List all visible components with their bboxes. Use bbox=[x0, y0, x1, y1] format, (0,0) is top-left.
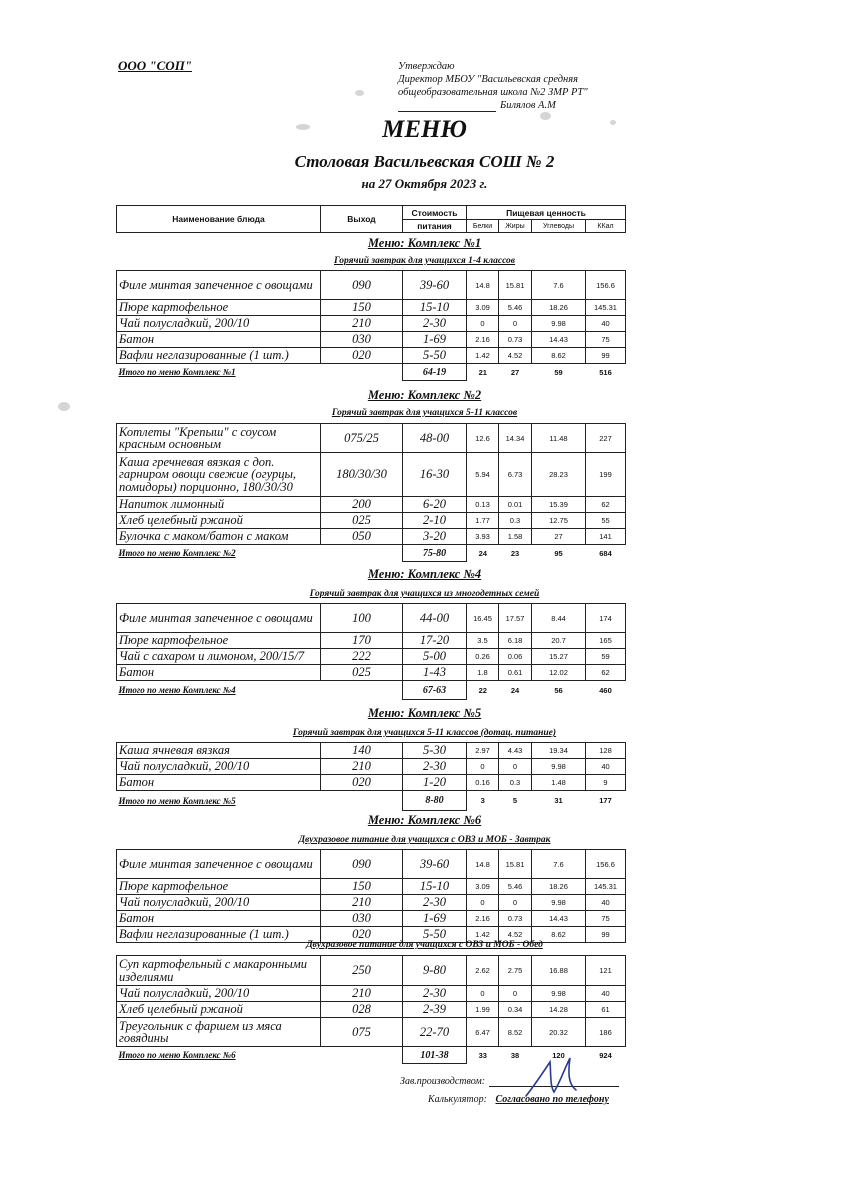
dish-fat: 15.81 bbox=[499, 271, 532, 300]
dish-carbs: 14.43 bbox=[532, 332, 586, 348]
total-protein: 3 bbox=[480, 796, 485, 806]
dish-carbs: 8.62 bbox=[532, 348, 586, 364]
dish-price: 5-00 bbox=[403, 649, 467, 665]
dish-fat: 0.3 bbox=[499, 513, 532, 529]
dish-fat: 5.46 bbox=[499, 879, 532, 895]
scan-smudge bbox=[610, 120, 616, 125]
header-protein: Белки bbox=[467, 220, 499, 233]
scan-smudge bbox=[540, 112, 551, 120]
total-carbs: 56 bbox=[554, 685, 563, 695]
dish-protein: 12.6 bbox=[467, 424, 499, 453]
dish-output: 025 bbox=[321, 513, 403, 529]
dish-carbs: 11.48 bbox=[532, 424, 586, 453]
dish-output: 020 bbox=[321, 927, 403, 943]
dish-name: Чай с сахаром и лимоном, 200/15/7 bbox=[117, 649, 321, 665]
dish-fat: 0.73 bbox=[499, 911, 532, 927]
complex-table bbox=[116, 742, 626, 811]
table-row bbox=[117, 649, 626, 665]
dish-fat: 8.52 bbox=[499, 1018, 532, 1047]
total-fat: 27 bbox=[510, 367, 520, 377]
dish-price: 44-00 bbox=[403, 604, 467, 633]
dish-kcal: 75 bbox=[586, 911, 626, 927]
total-kcal: 177 bbox=[599, 796, 612, 806]
dish-price: 22-70 bbox=[403, 1018, 467, 1047]
table-row bbox=[117, 911, 626, 927]
complex-subtitle: Горячий завтрак для учащихся из многодетных семей bbox=[309, 589, 540, 599]
dish-carbs: 8.62 bbox=[532, 927, 586, 943]
dish-fat: 0 bbox=[499, 986, 532, 1002]
total-kcal: 460 bbox=[599, 685, 612, 695]
dish-output: 222 bbox=[321, 649, 403, 665]
dish-name: Батон bbox=[117, 911, 321, 927]
dish-name: Чай полусладкий, 200/10 bbox=[117, 316, 321, 332]
dish-protein: 3.93 bbox=[467, 529, 499, 545]
dish-output: 140 bbox=[321, 743, 403, 759]
dish-name: Вафли неглазированные (1 шт.) bbox=[117, 348, 321, 364]
complex-table bbox=[116, 603, 626, 700]
dish-name: Треугольник с фаршем из мяса говядины bbox=[117, 1018, 321, 1047]
table-row bbox=[117, 604, 626, 633]
dish-fat: 14.34 bbox=[499, 424, 532, 453]
dish-name: Филе минтая запеченное с овощами bbox=[117, 604, 321, 633]
dish-output: 090 bbox=[321, 271, 403, 300]
dish-name: Батон bbox=[117, 775, 321, 791]
total-fat: 5 bbox=[512, 796, 518, 806]
table-row bbox=[117, 850, 626, 879]
dish-price: 15-10 bbox=[403, 879, 467, 895]
dish-price: 1-69 bbox=[403, 332, 467, 348]
total-protein: 24 bbox=[478, 548, 487, 558]
dish-fat: 0.3 bbox=[499, 775, 532, 791]
total-row bbox=[117, 791, 626, 811]
dish-price: 17-20 bbox=[403, 633, 467, 649]
dish-price: 39-60 bbox=[403, 850, 467, 879]
table-row bbox=[117, 665, 626, 681]
dish-output: 028 bbox=[321, 1002, 403, 1018]
dish-kcal: 62 bbox=[586, 665, 626, 681]
total-label: Итого по меню Комплекс №2 bbox=[118, 548, 236, 558]
dish-name: Каша ячневая вязкая bbox=[117, 743, 321, 759]
complex-subtitle: Горячий завтрак для учащихся 5-11 классов bbox=[331, 408, 518, 418]
dish-protein: 5.94 bbox=[467, 453, 499, 497]
table-row bbox=[117, 1002, 626, 1018]
dish-price: 2-30 bbox=[403, 759, 467, 775]
dish-output: 150 bbox=[321, 300, 403, 316]
total-label: Итого по меню Комплекс №5 bbox=[118, 795, 236, 806]
total-protein: 21 bbox=[478, 367, 487, 377]
dish-price: 3-20 bbox=[403, 529, 467, 545]
dish-price: 15-10 bbox=[403, 300, 467, 316]
dish-kcal: 99 bbox=[586, 348, 626, 364]
complex-table bbox=[116, 270, 626, 381]
dish-carbs: 1.48 bbox=[532, 775, 586, 791]
complex-table-lunch bbox=[116, 955, 626, 1064]
dish-output: 210 bbox=[321, 895, 403, 911]
dish-kcal: 165 bbox=[586, 633, 626, 649]
dish-name: Чай полусладкий, 200/10 bbox=[117, 895, 321, 911]
dish-carbs: 9.98 bbox=[532, 759, 586, 775]
dish-protein: 1.42 bbox=[467, 348, 499, 364]
dish-fat: 0.34 bbox=[499, 1002, 532, 1018]
total-label: Итого по меню Комплекс №1 bbox=[118, 367, 236, 377]
dish-price: 5-30 bbox=[403, 743, 467, 759]
dish-kcal: 99 bbox=[586, 927, 626, 943]
table-row bbox=[117, 986, 626, 1002]
dish-carbs: 9.98 bbox=[532, 986, 586, 1002]
header-kcal: ККал bbox=[586, 220, 626, 233]
table-row bbox=[117, 424, 626, 453]
dish-price: 2-30 bbox=[403, 316, 467, 332]
total-row bbox=[117, 545, 626, 562]
dish-price: 48-00 bbox=[403, 424, 467, 453]
dish-kcal: 156.6 bbox=[586, 850, 626, 879]
header-cost-2: питания bbox=[403, 220, 467, 233]
dish-kcal: 40 bbox=[586, 316, 626, 332]
dish-output: 090 bbox=[321, 850, 403, 879]
dish-carbs: 14.28 bbox=[532, 1002, 586, 1018]
dish-carbs: 27 bbox=[532, 529, 586, 545]
dish-name: Вафли неглазированные (1 шт.) bbox=[117, 927, 321, 943]
total-label: Итого по меню Комплекс №4 bbox=[118, 685, 236, 695]
table-row bbox=[117, 513, 626, 529]
dish-name: Филе минтая запеченное с овощами bbox=[117, 850, 321, 879]
dish-price: 1-20 bbox=[403, 775, 467, 791]
complex-title: Меню: Комплекс №4 bbox=[367, 567, 482, 581]
scan-smudge bbox=[355, 90, 364, 96]
dish-output: 180/30/30 bbox=[321, 453, 403, 497]
table-row bbox=[117, 1018, 626, 1047]
calculator-row bbox=[428, 1094, 609, 1105]
dish-kcal: 199 bbox=[586, 453, 626, 497]
dish-kcal: 186 bbox=[586, 1018, 626, 1047]
total-carbs: 120 bbox=[552, 1050, 565, 1060]
total-protein: 22 bbox=[478, 685, 487, 695]
dish-protein: 2.16 bbox=[467, 332, 499, 348]
dish-carbs: 18.26 bbox=[532, 300, 586, 316]
dish-name: Пюре картофельное bbox=[117, 633, 321, 649]
complex-subtitle: Горячий завтрак для учащихся 5-11 классов (дотац. питание) bbox=[292, 728, 557, 738]
dish-protein: 6.47 bbox=[467, 1018, 499, 1047]
dish-protein: 2.62 bbox=[467, 956, 499, 986]
total-price: 75-80 bbox=[403, 545, 467, 562]
dish-carbs: 20.7 bbox=[532, 633, 586, 649]
header-carbs: Углеводы bbox=[532, 220, 586, 233]
table-row bbox=[117, 271, 626, 300]
approval-line-2: Директор МБОУ "Васильевская средняя bbox=[398, 74, 579, 85]
dish-kcal: 59 bbox=[586, 649, 626, 665]
complex-title: Меню: Комплекс №6 bbox=[367, 813, 482, 827]
dish-carbs: 12.02 bbox=[532, 665, 586, 681]
dish-price: 2-10 bbox=[403, 513, 467, 529]
dish-protein: 1.77 bbox=[467, 513, 499, 529]
menu-date: на 27 Октября 2023 г. bbox=[361, 176, 488, 191]
complex-title: Меню: Комплекс №5 bbox=[367, 706, 482, 720]
dish-kcal: 40 bbox=[586, 986, 626, 1002]
dish-price: 2-39 bbox=[403, 1002, 467, 1018]
dish-output: 170 bbox=[321, 633, 403, 649]
dish-carbs: 14.43 bbox=[532, 911, 586, 927]
dish-output: 075/25 bbox=[321, 424, 403, 453]
complex-title: Меню: Комплекс №1 bbox=[367, 236, 482, 250]
approval-line-1: Утверждаю bbox=[398, 61, 455, 72]
dish-output: 250 bbox=[321, 956, 403, 986]
approval-signer: Билялов А.М bbox=[500, 100, 556, 111]
dish-protein: 2.16 bbox=[467, 911, 499, 927]
total-protein: 33 bbox=[478, 1050, 487, 1060]
dish-name: Хлеб целебный ржаной bbox=[117, 1002, 321, 1018]
dish-protein: 1.8 bbox=[467, 665, 499, 681]
dish-fat: 4.43 bbox=[499, 743, 532, 759]
complex-subtitle: Горячий завтрак для учащихся 1-4 классов bbox=[333, 256, 516, 266]
dish-output: 200 bbox=[321, 497, 403, 513]
total-kcal: 516 bbox=[599, 367, 612, 377]
dish-protein: 14.8 bbox=[467, 850, 499, 879]
dish-output: 210 bbox=[321, 986, 403, 1002]
dish-protein: 0 bbox=[467, 316, 499, 332]
complex-table-breakfast bbox=[116, 849, 626, 943]
calculator-value: Согласовано по телефону bbox=[495, 1094, 609, 1105]
dish-name: Суп картофельный с макаронными изделиями bbox=[117, 956, 321, 986]
dish-carbs: 16.88 bbox=[532, 956, 586, 986]
dish-carbs: 12.75 bbox=[532, 513, 586, 529]
table-row bbox=[117, 497, 626, 513]
manager-label: Зав.производством: bbox=[400, 1076, 486, 1087]
dish-fat: 0 bbox=[499, 316, 532, 332]
dish-output: 075 bbox=[321, 1018, 403, 1047]
total-price: 64-19 bbox=[403, 364, 467, 381]
header-fat: Жиры bbox=[499, 220, 532, 233]
calculator-label: Калькулятор: bbox=[428, 1094, 487, 1105]
dish-name: Напиток лимонный bbox=[117, 497, 321, 513]
dish-kcal: 145.31 bbox=[586, 879, 626, 895]
header-output: Выход bbox=[321, 206, 403, 233]
dish-name: Чай полусладкий, 200/10 bbox=[117, 759, 321, 775]
dish-protein: 14.8 bbox=[467, 271, 499, 300]
total-row bbox=[117, 364, 626, 381]
dish-kcal: 156.6 bbox=[586, 271, 626, 300]
total-price: 8-80 bbox=[403, 791, 467, 811]
complex-subtitle: Двухразовое питание для учащихся с ОВЗ и МОБ - Завтрак bbox=[298, 835, 551, 845]
complex-table bbox=[116, 423, 626, 562]
dish-protein: 0 bbox=[467, 895, 499, 911]
table-row bbox=[117, 529, 626, 545]
dish-kcal: 9 bbox=[586, 775, 626, 791]
signature-line bbox=[398, 100, 496, 112]
dish-price: 5-50 bbox=[403, 927, 467, 943]
table-row bbox=[117, 759, 626, 775]
dish-protein: 16.45 bbox=[467, 604, 499, 633]
dish-carbs: 15.39 bbox=[532, 497, 586, 513]
dish-price: 5-50 bbox=[403, 348, 467, 364]
dish-protein: 0 bbox=[467, 759, 499, 775]
table-row bbox=[117, 879, 626, 895]
dish-output: 020 bbox=[321, 775, 403, 791]
dish-fat: 0.01 bbox=[499, 497, 532, 513]
dish-protein: 3.5 bbox=[467, 633, 499, 649]
dish-fat: 0.61 bbox=[499, 665, 532, 681]
dish-kcal: 55 bbox=[586, 513, 626, 529]
dish-protein: 0.16 bbox=[467, 775, 499, 791]
header-cost-1: Стоимость bbox=[403, 206, 467, 220]
dish-output: 050 bbox=[321, 529, 403, 545]
dish-kcal: 141 bbox=[586, 529, 626, 545]
dish-kcal: 121 bbox=[586, 956, 626, 986]
dish-output: 025 bbox=[321, 665, 403, 681]
dish-kcal: 75 bbox=[586, 332, 626, 348]
dish-kcal: 61 bbox=[586, 1002, 626, 1018]
dish-protein: 1.99 bbox=[467, 1002, 499, 1018]
header-dish: Наименование блюда bbox=[117, 206, 321, 233]
dish-name: Каша гречневая вязкая с доп. гарниром овощи свежие (огурцы, помидоры) порционно, 180/30/30 bbox=[117, 453, 321, 497]
dish-fat: 5.46 bbox=[499, 300, 532, 316]
dish-kcal: 227 bbox=[586, 424, 626, 453]
approval-line-3: общеобразовательная школа №2 ЗМР РТ" bbox=[398, 87, 588, 98]
dish-fat: 0 bbox=[499, 895, 532, 911]
dish-price: 16-30 bbox=[403, 453, 467, 497]
dish-name: Пюре картофельное bbox=[117, 300, 321, 316]
dish-price: 1-69 bbox=[403, 911, 467, 927]
total-label: Итого по меню Комплекс №6 bbox=[118, 1050, 236, 1060]
table-row bbox=[117, 300, 626, 316]
dish-name: Батон bbox=[117, 332, 321, 348]
approval-signature-row bbox=[398, 99, 588, 112]
dish-kcal: 62 bbox=[586, 497, 626, 513]
dish-output: 100 bbox=[321, 604, 403, 633]
dish-name: Булочка с маком/батон с маком bbox=[117, 529, 321, 545]
table-row bbox=[117, 775, 626, 791]
dish-fat: 0.06 bbox=[499, 649, 532, 665]
dish-name: Хлеб целебный ржаной bbox=[117, 513, 321, 529]
dish-price: 6-20 bbox=[403, 497, 467, 513]
dish-price: 9-80 bbox=[403, 956, 467, 986]
dish-fat: 2.75 bbox=[499, 956, 532, 986]
dish-carbs: 7.6 bbox=[532, 271, 586, 300]
dish-output: 210 bbox=[321, 316, 403, 332]
dish-fat: 1.58 bbox=[499, 529, 532, 545]
total-row bbox=[117, 681, 626, 700]
total-carbs: 59 bbox=[554, 367, 563, 377]
dish-name: Пюре картофельное bbox=[117, 879, 321, 895]
table-row bbox=[117, 453, 626, 497]
total-fat: 23 bbox=[510, 548, 520, 558]
dish-output: 150 bbox=[321, 879, 403, 895]
dish-fat: 17.57 bbox=[499, 604, 532, 633]
dish-fat: 4.52 bbox=[499, 927, 532, 943]
table-row bbox=[117, 316, 626, 332]
dish-protein: 0.13 bbox=[467, 497, 499, 513]
organization-name: ООО "СОП" bbox=[118, 58, 193, 73]
dish-kcal: 40 bbox=[586, 895, 626, 911]
dish-protein: 0.26 bbox=[467, 649, 499, 665]
table-row bbox=[117, 633, 626, 649]
dish-price: 2-30 bbox=[403, 986, 467, 1002]
dish-protein: 1.42 bbox=[467, 927, 499, 943]
table-row bbox=[117, 332, 626, 348]
dish-fat: 6.18 bbox=[499, 633, 532, 649]
dish-carbs: 9.98 bbox=[532, 316, 586, 332]
dish-fat: 0.73 bbox=[499, 332, 532, 348]
scan-smudge bbox=[58, 402, 70, 411]
total-carbs: 95 bbox=[554, 548, 563, 558]
complex-title: Меню: Комплекс №2 bbox=[367, 388, 482, 402]
dish-carbs: 20.32 bbox=[532, 1018, 586, 1047]
scan-smudge bbox=[296, 124, 310, 130]
dish-name: Филе минтая запеченное с овощами bbox=[117, 271, 321, 300]
dish-output: 030 bbox=[321, 911, 403, 927]
dish-protein: 0 bbox=[467, 986, 499, 1002]
page-subtitle: Столовая Васильевская СОШ № 2 bbox=[294, 152, 555, 171]
dish-carbs: 8.44 bbox=[532, 604, 586, 633]
dish-protein: 3.09 bbox=[467, 300, 499, 316]
dish-name: Чай полусладкий, 200/10 bbox=[117, 986, 321, 1002]
total-carbs: 31 bbox=[554, 796, 563, 806]
dish-name: Котлеты "Крепыш" с соусом красным основным bbox=[117, 424, 321, 453]
dish-carbs: 19.34 bbox=[532, 743, 586, 759]
dish-output: 210 bbox=[321, 759, 403, 775]
dish-fat: 6.73 bbox=[499, 453, 532, 497]
dish-output: 020 bbox=[321, 348, 403, 364]
dish-carbs: 9.98 bbox=[532, 895, 586, 911]
table-row bbox=[117, 348, 626, 364]
total-fat: 24 bbox=[510, 685, 520, 695]
dish-kcal: 40 bbox=[586, 759, 626, 775]
menu-header-table bbox=[116, 205, 626, 233]
table-row bbox=[117, 743, 626, 759]
approval-block bbox=[398, 60, 588, 112]
total-kcal: 924 bbox=[599, 1050, 612, 1060]
dish-kcal: 128 bbox=[586, 743, 626, 759]
dish-carbs: 7.6 bbox=[532, 850, 586, 879]
dish-fat: 0 bbox=[499, 759, 532, 775]
table-row bbox=[117, 895, 626, 911]
dish-kcal: 145.31 bbox=[586, 300, 626, 316]
total-price: 67-63 bbox=[403, 681, 467, 700]
dish-protein: 3.09 bbox=[467, 879, 499, 895]
page-title: МЕНЮ bbox=[382, 116, 467, 143]
dish-carbs: 28.23 bbox=[532, 453, 586, 497]
dish-kcal: 174 bbox=[586, 604, 626, 633]
dish-carbs: 15.27 bbox=[532, 649, 586, 665]
complex-subtitle-lunch: Двухразовое питание для учащихся с ОВЗ и МОБ - Обед bbox=[306, 940, 543, 950]
dish-name: Батон bbox=[117, 665, 321, 681]
header-nutrition: Пищевая ценность bbox=[467, 206, 626, 220]
dish-price: 1-43 bbox=[403, 665, 467, 681]
dish-protein: 2.97 bbox=[467, 743, 499, 759]
dish-output: 030 bbox=[321, 332, 403, 348]
total-price: 101-38 bbox=[403, 1047, 467, 1064]
dish-price: 2-30 bbox=[403, 895, 467, 911]
dish-carbs: 18.26 bbox=[532, 879, 586, 895]
dish-price: 39-60 bbox=[403, 271, 467, 300]
total-kcal: 684 bbox=[599, 548, 612, 558]
dish-fat: 15.81 bbox=[499, 850, 532, 879]
table-row bbox=[117, 956, 626, 986]
dish-fat: 4.52 bbox=[499, 348, 532, 364]
total-fat: 38 bbox=[510, 1050, 520, 1060]
